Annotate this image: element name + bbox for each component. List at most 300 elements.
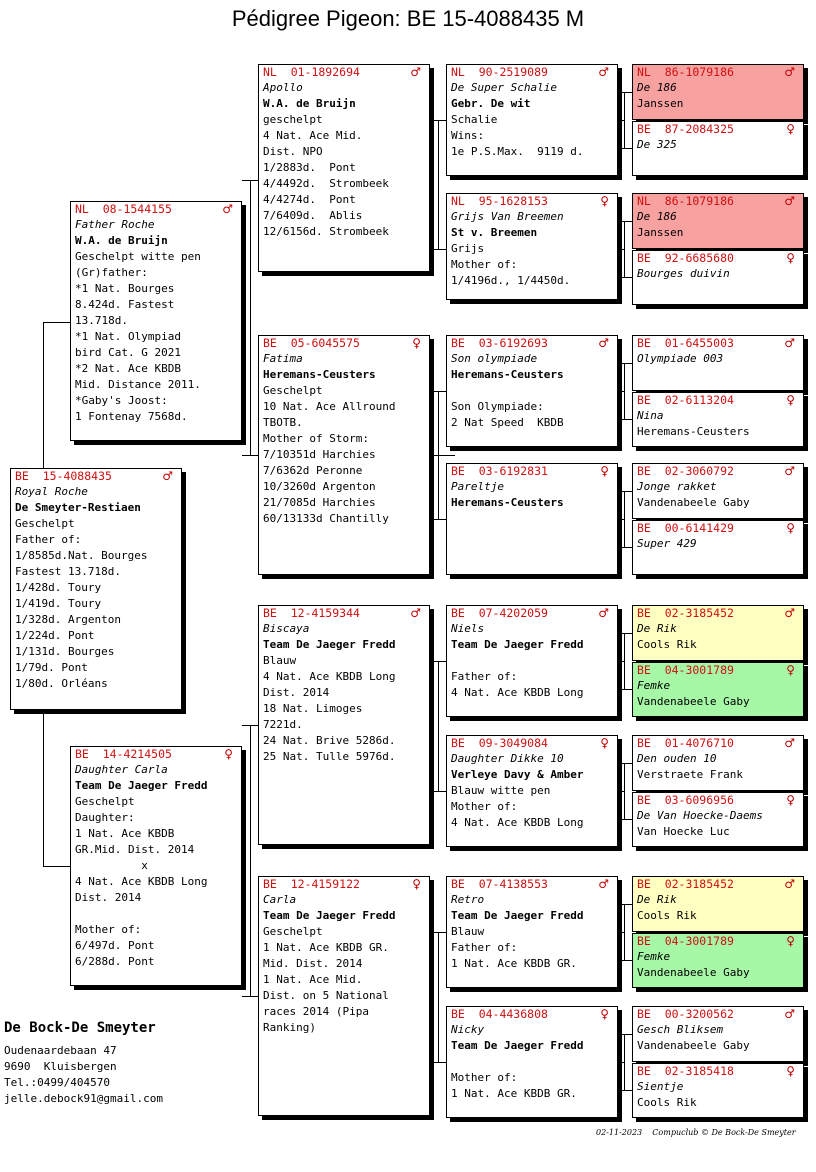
owner-address: Oudenaardebaan 47 (4, 1044, 117, 1057)
male-icon: ♂ (222, 202, 233, 216)
ring-number (447, 464, 617, 479)
ring-number (633, 464, 803, 479)
ring-number-text: NL 95-1628153 (451, 194, 548, 208)
pigeon-info-line: 1/428d. Toury (15, 581, 102, 594)
pigeon-card-g11 (632, 735, 804, 791)
owner-city: 9690 Kluisbergen (4, 1060, 117, 1073)
pigeon-name: Father Roche (75, 218, 155, 231)
breeder-name: Janssen (637, 226, 684, 239)
pigeon-name: Bourges duivin (637, 267, 730, 280)
pigeon-name: De 186 (637, 210, 677, 223)
ring-number (633, 393, 803, 408)
connector-line (430, 519, 446, 520)
breeder-name: Heremans-Ceusters (451, 496, 564, 509)
pigeon-name: Retro (451, 893, 485, 906)
pigeon-info-line: Father of: (451, 670, 518, 683)
ring-number-text: BE 01-6455003 (637, 336, 734, 350)
ring-number-text: NL 90-2519089 (451, 65, 548, 79)
pigeon-info-line: 24 Nat. Brive 5286d. (263, 734, 396, 747)
pigeon-info-line: Mid. Distance 2011. (75, 378, 201, 391)
pigeon-card-g8 (632, 520, 804, 575)
connector-line (618, 491, 632, 492)
pigeon-name: Pareltje (451, 480, 504, 493)
ring-number-text: BE 07-4202059 (451, 606, 548, 620)
pigeon-card-dds (446, 876, 618, 988)
male-icon: ♂ (598, 877, 609, 891)
pigeon-info-line: 7221d. (263, 718, 303, 731)
pigeon-name: Niels (451, 622, 485, 635)
pigeon-info-line: 13.718d. (75, 314, 128, 327)
pigeon-card-g1 (632, 64, 804, 120)
pigeon-info-line: 25 Nat. Tulle 5976d. (263, 750, 396, 763)
connector-line (242, 996, 258, 997)
male-icon: ♂ (784, 464, 795, 478)
ring-number (447, 606, 617, 621)
pigeon-info-line: 1/79d. Pont (15, 661, 88, 674)
pigeon-name: Super 429 (637, 537, 697, 550)
pigeon-info-line: 1e P.S.Max. 9119 d. (451, 145, 584, 158)
pigeon-card-g10 (632, 662, 804, 717)
pigeon-card-dam (70, 746, 242, 986)
pigeon-name: De Rik (637, 893, 677, 906)
ring-number (71, 202, 241, 217)
pigeon-info-line: 60/13133d Chantilly (263, 512, 389, 525)
ring-number-text: BE 02-3060792 (637, 464, 734, 478)
pigeon-info-line: Grijs (451, 242, 485, 255)
breeder-name: Verleye Davy & Amber (451, 768, 584, 781)
pigeon-card-g4 (632, 250, 804, 305)
pigeon-info-line: geschelpt (263, 113, 323, 126)
female-icon: ♀ (600, 1007, 609, 1021)
pigeon-info-line: 7/10351d Harchies (263, 448, 376, 461)
ring-number-text: BE 03-6192693 (451, 336, 548, 350)
ring-number-text: BE 14-4214505 (75, 747, 172, 761)
pigeon-name: Son olympiade (451, 352, 538, 365)
owner-phone: Tel.:0499/404570 (4, 1076, 110, 1089)
pigeon-info-line: x (75, 859, 148, 872)
pigeon-info-line: 21/7085d Harchies (263, 496, 376, 509)
pigeon-info-line: Mother of: (451, 258, 518, 271)
connector-line (624, 904, 625, 960)
pigeon-name: Femke (637, 679, 671, 692)
connector-line (624, 92, 625, 148)
pigeon-info-line: 18 Nat. Limoges (263, 702, 363, 715)
pigeon-info-line: Son Olympiade: (451, 400, 544, 413)
male-icon: ♂ (598, 336, 609, 350)
ring-number-text: BE 07-4138553 (451, 877, 548, 891)
pigeon-card-dsd (446, 735, 618, 847)
pigeon-name: De Van Hoecke-Daems (637, 809, 763, 822)
ring-number-text: BE 00-3200562 (637, 1007, 734, 1021)
ring-number (633, 793, 803, 808)
ring-number (259, 606, 429, 621)
connector-line (430, 661, 446, 662)
pigeon-name: Nina (637, 409, 664, 422)
female-icon: ♀ (786, 1064, 795, 1078)
ring-number (633, 194, 803, 209)
pigeon-info-line: 4 Nat. Ace KBDB Long (451, 816, 584, 829)
connector-line (618, 547, 632, 548)
connector-line (624, 491, 625, 547)
pigeon-card-g15 (632, 1006, 804, 1062)
connector-line (618, 791, 624, 792)
ring-number-text: BE 02-3185452 (637, 606, 734, 620)
male-icon: ♂ (784, 606, 795, 620)
pigeon-info-line: 6/497d. Pont (75, 939, 155, 952)
connector-line (618, 363, 632, 364)
pigeon-info-line: 10 Nat. Ace Allround (263, 400, 396, 413)
ring-number (447, 65, 617, 80)
pigeon-card-ds (258, 605, 430, 845)
pigeon-card-sdd (446, 463, 618, 575)
ring-number (633, 606, 803, 621)
pigeon-info-line: Geschelpt (263, 925, 323, 938)
pigeon-name: Royal Roche (15, 485, 88, 498)
ring-number-text: BE 04-3001789 (637, 934, 734, 948)
breeder-name: Team De Jaeger Fredd (451, 909, 584, 922)
ring-number (633, 736, 803, 751)
ring-number-text: BE 09-3049084 (451, 736, 548, 750)
ring-number-text: BE 02-3185418 (637, 1064, 734, 1078)
pigeon-info-line: 1/4196d., 1/4450d. (451, 274, 571, 287)
connector-line (618, 419, 632, 420)
male-icon: ♂ (598, 606, 609, 620)
connector-line (618, 661, 624, 662)
male-icon: ♂ (784, 65, 795, 79)
connector-line (618, 1062, 624, 1063)
ring-number (633, 877, 803, 892)
pigeon-info-line: 1/8585d.Nat. Bourges (15, 549, 148, 562)
ring-number-text: BE 03-6192831 (451, 464, 548, 478)
pigeon-card-g9 (632, 605, 804, 661)
connector-line (250, 180, 251, 455)
breeder-name: Cools Rik (637, 1096, 697, 1109)
connector-line (618, 277, 632, 278)
pigeon-info-line: Dist. 2014 (263, 686, 330, 699)
male-icon: ♂ (784, 877, 795, 891)
pigeon-name: De 325 (637, 138, 677, 151)
pigeon-card-sire (70, 201, 242, 441)
pigeon-card-sss (446, 64, 618, 176)
pigeon-card-ss (258, 64, 430, 272)
pigeon-info-line: Geschelpt witte pen (75, 250, 201, 263)
pigeon-info-line: 1/224d. Pont (15, 629, 95, 642)
ring-number (633, 336, 803, 351)
pigeon-card-g5 (632, 335, 804, 391)
ring-number (633, 521, 803, 536)
pigeon-info-line: Father of: (451, 941, 518, 954)
pigeon-info-line: 4 Nat. Ace KBDB Long (451, 686, 584, 699)
female-icon: ♀ (786, 663, 795, 677)
pigeon-info-line: 1 Nat. Ace KBDB (75, 827, 175, 840)
female-icon: ♀ (786, 934, 795, 948)
ring-number-text: NL 86-1079186 (637, 194, 734, 208)
pigeon-info-line: Wins: (451, 129, 485, 142)
breeder-name: Team De Jaeger Fredd (451, 638, 584, 651)
connector-line (430, 932, 446, 933)
pigeon-name: Gesch Bliksem (637, 1023, 724, 1036)
pigeon-info-line: Father of: (15, 533, 82, 546)
male-icon: ♂ (784, 1007, 795, 1021)
pigeon-info-line: Schalie (451, 113, 498, 126)
breeder-name: Verstraete Frank (637, 768, 743, 781)
ring-number (447, 736, 617, 751)
pigeon-card-g14 (632, 933, 804, 988)
footer-credit: 02-11-2023 Compuclub © De Bock-De Smeyter (596, 1128, 796, 1137)
female-icon: ♀ (786, 521, 795, 535)
connector-line (618, 633, 632, 634)
ring-number (71, 747, 241, 762)
male-icon: ♂ (410, 606, 421, 620)
female-icon: ♀ (786, 793, 795, 807)
ring-number-text: BE 12-4159344 (263, 606, 360, 620)
pigeon-info-line: Daughter: (75, 811, 135, 824)
pigeon-info-line: *Gaby's Joost: (75, 394, 168, 407)
pigeon-info-line (71, 906, 241, 922)
ring-number (633, 65, 803, 80)
pigeon-card-sds (446, 335, 618, 447)
pigeon-card-dss (446, 605, 618, 717)
breeder-name: Vandenabeele Gaby (637, 966, 750, 979)
connector-line (618, 1090, 632, 1091)
connector-line (43, 322, 70, 323)
ring-number (447, 336, 617, 351)
breeder-name: Janssen (637, 97, 684, 110)
page-title: Pédigree Pigeon: BE 15-4088435 M (231, 6, 585, 31)
ring-number (447, 877, 617, 892)
pigeon-name: Daughter Dikke 10 (451, 752, 564, 765)
breeder-name: Team De Jaeger Fredd (75, 779, 208, 792)
connector-line (618, 120, 624, 121)
female-icon: ♀ (786, 393, 795, 407)
ring-number-text: BE 03-6096956 (637, 793, 734, 807)
pigeon-info-line: 7/6362d Peronne (263, 464, 363, 477)
pigeon-info-line: races 2014 (Pipa (263, 1005, 369, 1018)
ring-number-text: BE 15-4088435 (15, 469, 112, 483)
connector-line (618, 763, 632, 764)
pigeon-info-line: Ranking) (263, 1021, 316, 1034)
pigeon-name: De Rik (637, 622, 677, 635)
pigeon-info-line: Dist. on 5 National (263, 989, 389, 1002)
breeder-name: Team De Jaeger Fredd (451, 1039, 584, 1052)
pigeon-info-line (447, 383, 617, 399)
breeder-name: Vandenabeele Gaby (637, 496, 750, 509)
breeder-name: Heremans-Ceusters (451, 368, 564, 381)
pigeon-name: Daughter Carla (75, 763, 168, 776)
connector-line (618, 391, 624, 392)
pigeon-info-line: 6/288d. Pont (75, 955, 155, 968)
pigeon-card-sd (258, 335, 430, 575)
ring-number-text: BE 04-4436808 (451, 1007, 548, 1021)
ring-number-text: BE 92-6685680 (637, 251, 734, 265)
ring-number (259, 877, 429, 892)
pigeon-info-line: Blauw witte pen (451, 784, 551, 797)
pigeon-card-g12 (632, 792, 804, 847)
male-icon: ♂ (162, 469, 173, 483)
pigeon-card-g2 (632, 121, 804, 176)
ring-number-text: BE 02-6113204 (637, 393, 734, 407)
connector-line (438, 120, 439, 249)
breeder-name: W.A. de Bruijn (75, 234, 168, 247)
ring-number-text: BE 01-4076710 (637, 736, 734, 750)
connector-line (438, 932, 439, 1062)
connector-line (430, 1062, 446, 1063)
breeder-name: St v. Breemen (451, 226, 538, 239)
connector-line (624, 1034, 625, 1090)
pigeon-info-line: 1 Fontenay 7568d. (75, 410, 188, 423)
pigeon-name: De 186 (637, 81, 677, 94)
pigeon-card-g7 (632, 463, 804, 519)
pigeon-info-line: 1 Nat. Ace KBDB GR. (263, 941, 389, 954)
connector-line (430, 249, 446, 250)
breeder-name: Gebr. De wit (451, 97, 531, 110)
female-icon: ♀ (412, 336, 421, 350)
ring-number (447, 1007, 617, 1022)
ring-number-text: BE 04-3001789 (637, 663, 734, 677)
ring-number (633, 663, 803, 678)
connector-line (618, 1034, 632, 1035)
breeder-name: Cools Rik (637, 909, 697, 922)
pigeon-info-line: bird Cat. G 2021 (75, 346, 181, 359)
ring-number-text: NL 01-1892694 (263, 65, 360, 79)
ring-number-text: BE 02-3185452 (637, 877, 734, 891)
pigeon-info-line: 10/3260d Argenton (263, 480, 376, 493)
ring-number-text: BE 87-2084325 (637, 122, 734, 136)
ring-number (259, 65, 429, 80)
ring-number (259, 336, 429, 351)
pigeon-name: Femke (637, 950, 671, 963)
pigeon-info-line: Mother of: (451, 800, 518, 813)
pigeon-card-dd (258, 876, 430, 1116)
connector-line (438, 661, 439, 791)
connector-line (618, 904, 632, 905)
pigeon-card-ddd (446, 1006, 618, 1118)
pigeon-info-line: Geschelpt (15, 517, 75, 530)
pigeon-name: Olympiade 003 (637, 352, 724, 365)
owner-name: De Bock-De Smeyter (4, 1020, 156, 1036)
pigeon-card-g6 (632, 392, 804, 447)
pigeon-info-line: 4 Nat. Ace KBDB Long (263, 670, 396, 683)
ring-number-text: NL 86-1079186 (637, 65, 734, 79)
pigeon-info-line: 1/328d. Argenton (15, 613, 121, 626)
pigeon-info-line: 12/6156d. Strombeek (263, 225, 389, 238)
pigeon-info-line: 1/131d. Bourges (15, 645, 115, 658)
breeder-name: Team De Jaeger Fredd (263, 638, 396, 651)
connector-line (430, 391, 446, 392)
connector-line (618, 221, 632, 222)
pigeon-info-line: Blauw (451, 925, 485, 938)
connector-line (618, 819, 632, 820)
connector-line (43, 710, 44, 866)
pigeon-info-line: Mid. Dist. 2014 (263, 957, 363, 970)
pigeon-card-ssd (446, 193, 618, 300)
connector-line (618, 932, 624, 933)
breeder-name: Heremans-Ceusters (263, 368, 376, 381)
pigeon-name: Den ouden 10 (637, 752, 717, 765)
pigeon-info-line: 2 Nat Speed KBDB (451, 416, 564, 429)
pigeon-info-line: *1 Nat. Bourges (75, 282, 175, 295)
breeder-name: Van Hoecke Luc (637, 825, 730, 838)
female-icon: ♀ (786, 251, 795, 265)
connector-line (618, 92, 632, 93)
pigeon-info-line: Dist. 2014 (75, 891, 142, 904)
breeder-name: Team De Jaeger Fredd (263, 909, 396, 922)
pigeon-info-line: (Gr)father: (75, 266, 148, 279)
connector-line (242, 180, 258, 181)
connector-line (242, 725, 258, 726)
female-icon: ♀ (600, 736, 609, 750)
female-icon: ♀ (412, 877, 421, 891)
pigeon-info-line: Geschelpt (75, 795, 135, 808)
pigeon-info-line: 4/4274d. Pont (263, 193, 356, 206)
pigeon-info-line: 4 Nat. Ace Mid. (263, 129, 363, 142)
ring-number-text: BE 00-6141429 (637, 521, 734, 535)
pigeon-name: Fatima (263, 352, 303, 365)
ring-number (633, 251, 803, 266)
ring-number (447, 194, 617, 209)
female-icon: ♀ (600, 464, 609, 478)
pigeon-name: Grijs Van Breemen (451, 210, 564, 223)
pigeon-info-line: 1 Nat. Ace KBDB GR. (451, 1087, 577, 1100)
pigeon-name: De Super Schalie (451, 81, 557, 94)
connector-line (438, 391, 439, 519)
pigeon-info-line: *2 Nat. Ace KBDB (75, 362, 181, 375)
connector-line (618, 148, 632, 149)
ring-number (633, 1007, 803, 1022)
male-icon: ♂ (410, 65, 421, 79)
pigeon-info-line: Dist. NPO (263, 145, 323, 158)
connector-line (43, 866, 70, 867)
ring-number-text: BE 12-4159122 (263, 877, 360, 891)
connector-line (618, 249, 624, 250)
connector-line (430, 120, 446, 121)
pigeon-info-line: Mother of: (75, 923, 142, 936)
pigeon-info-line: Mother of: (451, 1071, 518, 1084)
pigeon-card-g3 (632, 193, 804, 249)
pigeon-info-line: 7/6409d. Ablis (263, 209, 363, 222)
ring-number (633, 1064, 803, 1079)
ring-number (633, 934, 803, 949)
pigeon-name: Biscaya (263, 622, 310, 635)
pigeon-info-line: 8.424d. Fastest (75, 298, 175, 311)
pigeon-info-line (447, 1054, 617, 1070)
ring-number (11, 469, 181, 484)
pigeon-card-g16 (632, 1063, 804, 1118)
male-icon: ♂ (598, 65, 609, 79)
male-icon: ♂ (784, 336, 795, 350)
pigeon-name: Apollo (263, 81, 303, 94)
pigeon-info-line: 1 Nat. Ace KBDB GR. (451, 957, 577, 970)
connector-line (624, 221, 625, 277)
pigeon-name: Jonge rakket (637, 480, 717, 493)
owner-email[interactable]: jelle.debock91@gmail.com (4, 1092, 163, 1105)
pigeon-name: Sientje (637, 1080, 684, 1093)
pigeon-card-g13 (632, 876, 804, 932)
breeder-name: De Smeyter-Restiaen (15, 501, 141, 514)
connector-line (250, 725, 251, 996)
pigeon-name: Carla (263, 893, 297, 906)
breeder-name: W.A. de Bruijn (263, 97, 356, 110)
pigeon-info-line: TBOTB. (263, 416, 303, 429)
connector-line (618, 519, 624, 520)
male-icon: ♂ (784, 194, 795, 208)
connector-line (618, 689, 632, 690)
female-icon: ♀ (600, 194, 609, 208)
pigeon-info-line: 1 Nat. Ace Mid. (263, 973, 363, 986)
ring-number-text: NL 08-1544155 (75, 202, 172, 216)
pigeon-info-line: Geschelpt (263, 384, 323, 397)
connector-line (624, 363, 625, 419)
